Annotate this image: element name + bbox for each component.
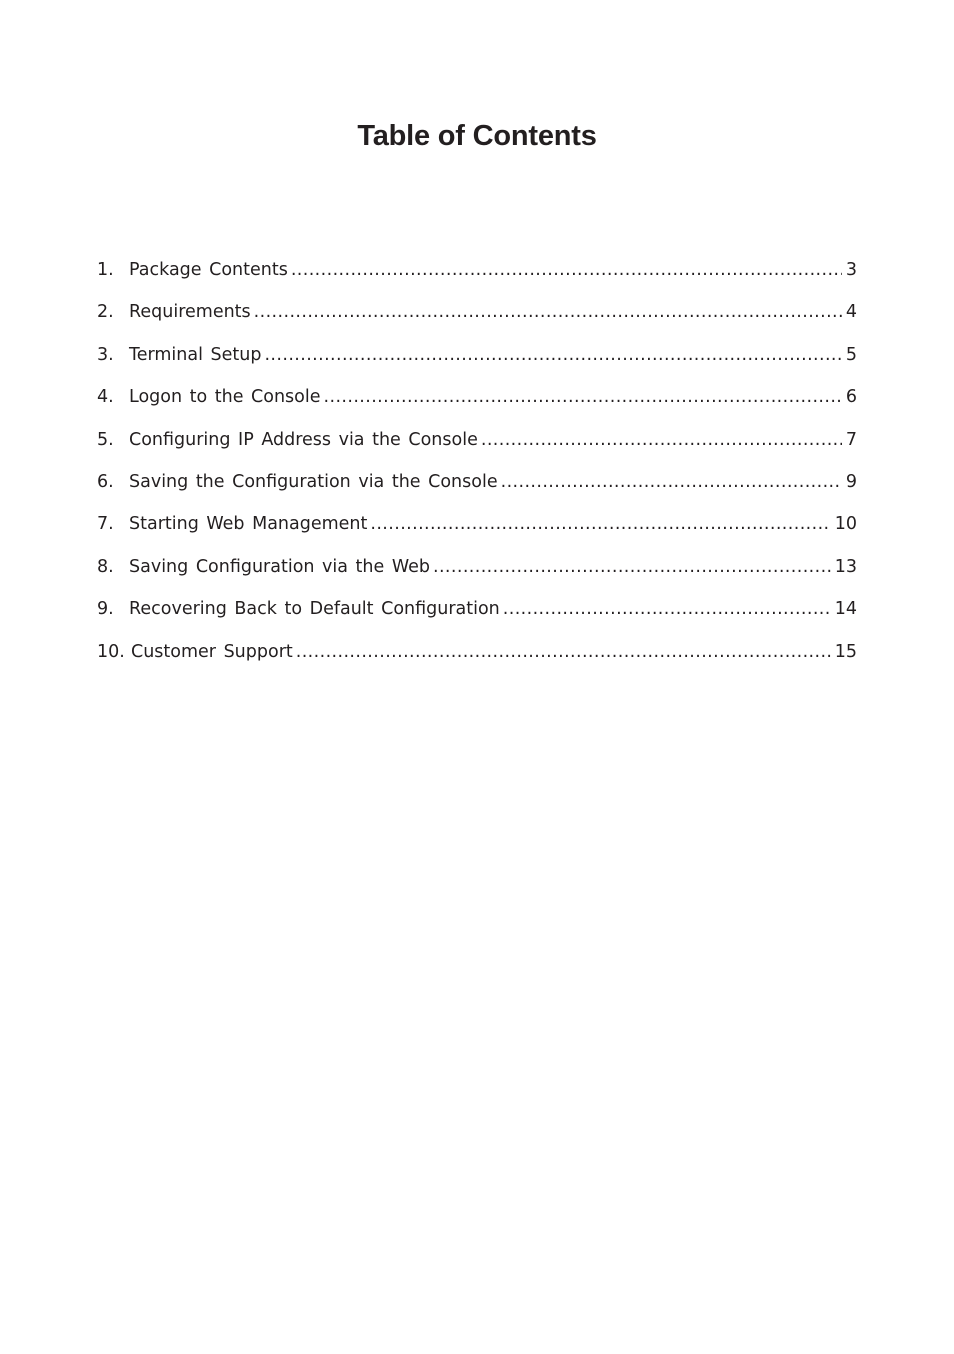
- toc-entry-page: 6: [845, 387, 857, 408]
- toc-entry-package-contents[interactable]: [97, 256, 857, 298]
- toc-entry-page: 15: [834, 641, 857, 662]
- toc-entry-title: Requirements: [129, 302, 251, 323]
- toc-entry-title: Saving Configuration via the Web: [129, 556, 430, 577]
- toc-entry-page: 4: [845, 302, 857, 323]
- toc-dot-leader: [254, 298, 842, 326]
- toc-entry-number: 5.: [97, 429, 114, 450]
- toc-entry-title: Recovering Back to Default Configuration: [129, 599, 500, 620]
- toc-entry-configuring-ip[interactable]: [97, 426, 857, 468]
- toc-dot-leader: [501, 468, 842, 496]
- toc-dot-leader: [264, 341, 841, 369]
- toc-dot-leader: [324, 383, 842, 411]
- toc-entry-title: Customer Support: [131, 641, 293, 662]
- toc-dot-leader: [481, 426, 842, 454]
- toc-entry-title: Logon to the Console: [129, 387, 321, 408]
- toc-entry-number: 3.: [97, 344, 114, 365]
- toc-entry-title: Package Contents: [129, 260, 288, 280]
- table-of-contents: [97, 256, 857, 680]
- toc-entry-recovering-default[interactable]: [97, 595, 857, 637]
- toc-entry-web-management[interactable]: [97, 510, 857, 552]
- toc-dot-leader: [433, 553, 831, 581]
- toc-entry-page: 10: [834, 514, 857, 535]
- toc-entry-saving-config-console[interactable]: [97, 468, 857, 510]
- toc-dot-leader: [370, 510, 830, 538]
- toc-entry-number: 8.: [97, 556, 114, 577]
- toc-entry-requirements[interactable]: [97, 298, 857, 340]
- toc-entry-title: Starting Web Management: [129, 514, 368, 535]
- toc-entry-number: 9.: [97, 599, 114, 620]
- toc-entry-page: 7: [845, 429, 857, 450]
- toc-entry-number: 7.: [97, 514, 114, 535]
- toc-entry-page: 3: [845, 260, 857, 280]
- toc-entry-page: 14: [834, 599, 857, 620]
- toc-dot-leader: [503, 595, 831, 623]
- page-title: Table of Contents: [357, 120, 597, 152]
- toc-dot-leader: [296, 638, 831, 666]
- toc-entry-number: 4.: [97, 387, 114, 408]
- toc-entry-number: 6.: [97, 471, 114, 492]
- toc-entry-page: 9: [845, 471, 857, 492]
- toc-entry-number: 2.: [97, 302, 114, 323]
- toc-entry-page: 5: [845, 344, 857, 365]
- toc-entry-number: 10.: [97, 641, 125, 662]
- toc-entry-title: Saving the Configuration via the Console: [129, 471, 498, 492]
- toc-dot-leader: [291, 256, 842, 284]
- toc-entry-saving-config-web[interactable]: [97, 553, 857, 595]
- toc-entry-page: 13: [834, 556, 857, 577]
- toc-entry-logon-console[interactable]: [97, 383, 857, 425]
- toc-entry-customer-support[interactable]: [97, 638, 857, 680]
- toc-entry-title: Configuring IP Address via the Console: [129, 429, 478, 450]
- toc-entry-terminal-setup[interactable]: [97, 341, 857, 383]
- toc-entry-title: Terminal Setup: [129, 344, 262, 365]
- toc-entry-number: 1.: [97, 260, 114, 280]
